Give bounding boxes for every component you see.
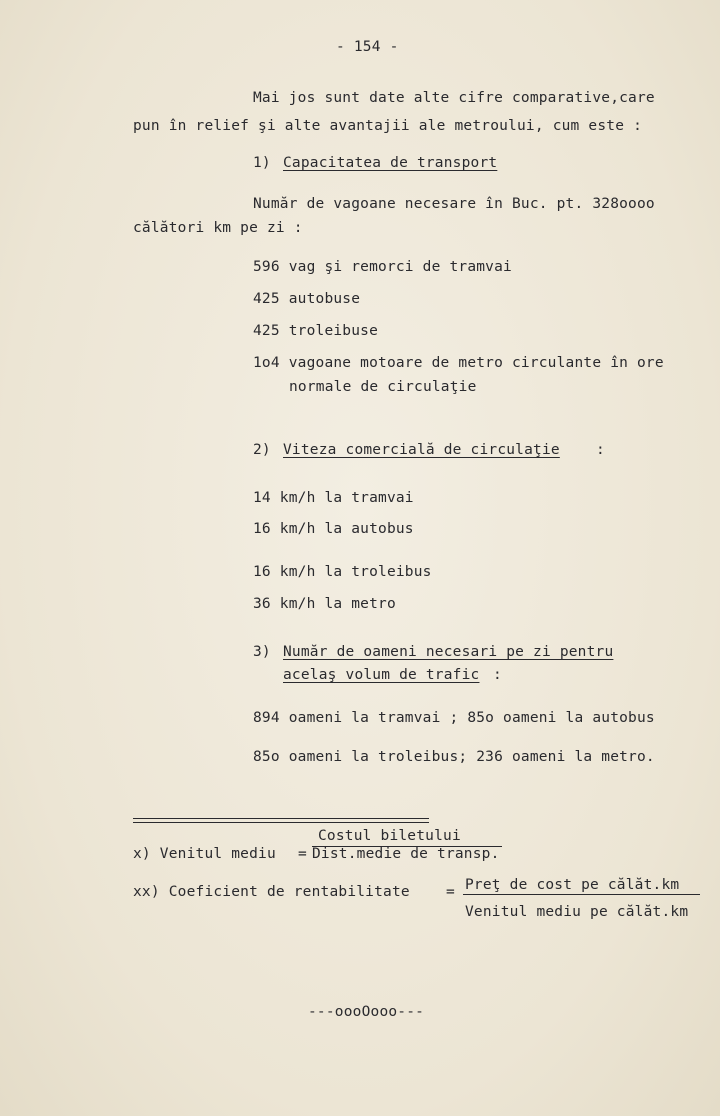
section-3-heading-1: Număr de oameni necesari pe zi pentru xyxy=(283,644,614,660)
footnote-1-label: x) Venitul mediu xyxy=(133,846,276,862)
section-2-item: 16 km/h la autobus xyxy=(253,521,414,537)
section-3-heading-2: acelaş volum de trafic xyxy=(283,667,480,683)
footnote-separator xyxy=(133,818,429,823)
footnote-1-denominator: Dist.medie de transp. xyxy=(312,846,500,862)
footnote-2-numerator: Preţ de cost pe călăt.km xyxy=(465,877,680,893)
section-3-item: 894 oameni la tramvai ; 85o oameni la autobus xyxy=(253,710,655,726)
section-1-lead-2: călători km pe zi : xyxy=(133,220,303,236)
section-1-lead-1: Număr de vagoane necesare în Buc. pt. 328oooo xyxy=(253,196,655,212)
footnote-2-fraction-bar xyxy=(463,894,700,895)
section-1-number: 1) xyxy=(253,155,271,171)
section-3-suffix: : xyxy=(493,667,502,683)
section-2-item: 16 km/h la troleibus xyxy=(253,564,432,580)
end-mark: ---oooOooo--- xyxy=(308,1004,425,1020)
section-1-item: 1o4 vagoane motoare de metro circulante în ore xyxy=(253,355,664,371)
section-1-item: normale de circulaţie xyxy=(289,379,477,395)
section-1-item: 596 vag şi remorci de tramvai xyxy=(253,259,512,275)
section-2-suffix: : xyxy=(596,442,605,458)
section-3-item: 85o oameni la troleibus; 236 oameni la metro. xyxy=(253,749,655,765)
footnote-1-numerator: Costul biletului xyxy=(318,828,461,844)
footnote-2-equals: = xyxy=(446,884,455,900)
section-1-heading: Capacitatea de transport xyxy=(283,155,498,171)
section-1-item: 425 troleibuse xyxy=(253,323,379,339)
section-1-item: 425 autobuse xyxy=(253,291,361,307)
intro-line-2: pun în relief şi alte avantajii ale metroului, cum este : xyxy=(133,118,642,134)
section-2-heading: Viteza comercială de circulaţie xyxy=(283,442,560,458)
footnote-2-denominator: Venitul mediu pe călăt.km xyxy=(465,904,689,920)
section-2-item: 36 km/h la metro xyxy=(253,596,396,612)
footnote-1-equals: = xyxy=(298,846,307,862)
section-2-number: 2) xyxy=(253,442,271,458)
section-3-number: 3) xyxy=(253,644,271,660)
section-2-item: 14 km/h la tramvai xyxy=(253,490,414,506)
page-number: - 154 - xyxy=(336,39,399,55)
footnote-2-label: xx) Coeficient de rentabilitate xyxy=(133,884,410,900)
intro-line-1: Mai jos sunt date alte cifre comparative,care xyxy=(253,90,655,106)
